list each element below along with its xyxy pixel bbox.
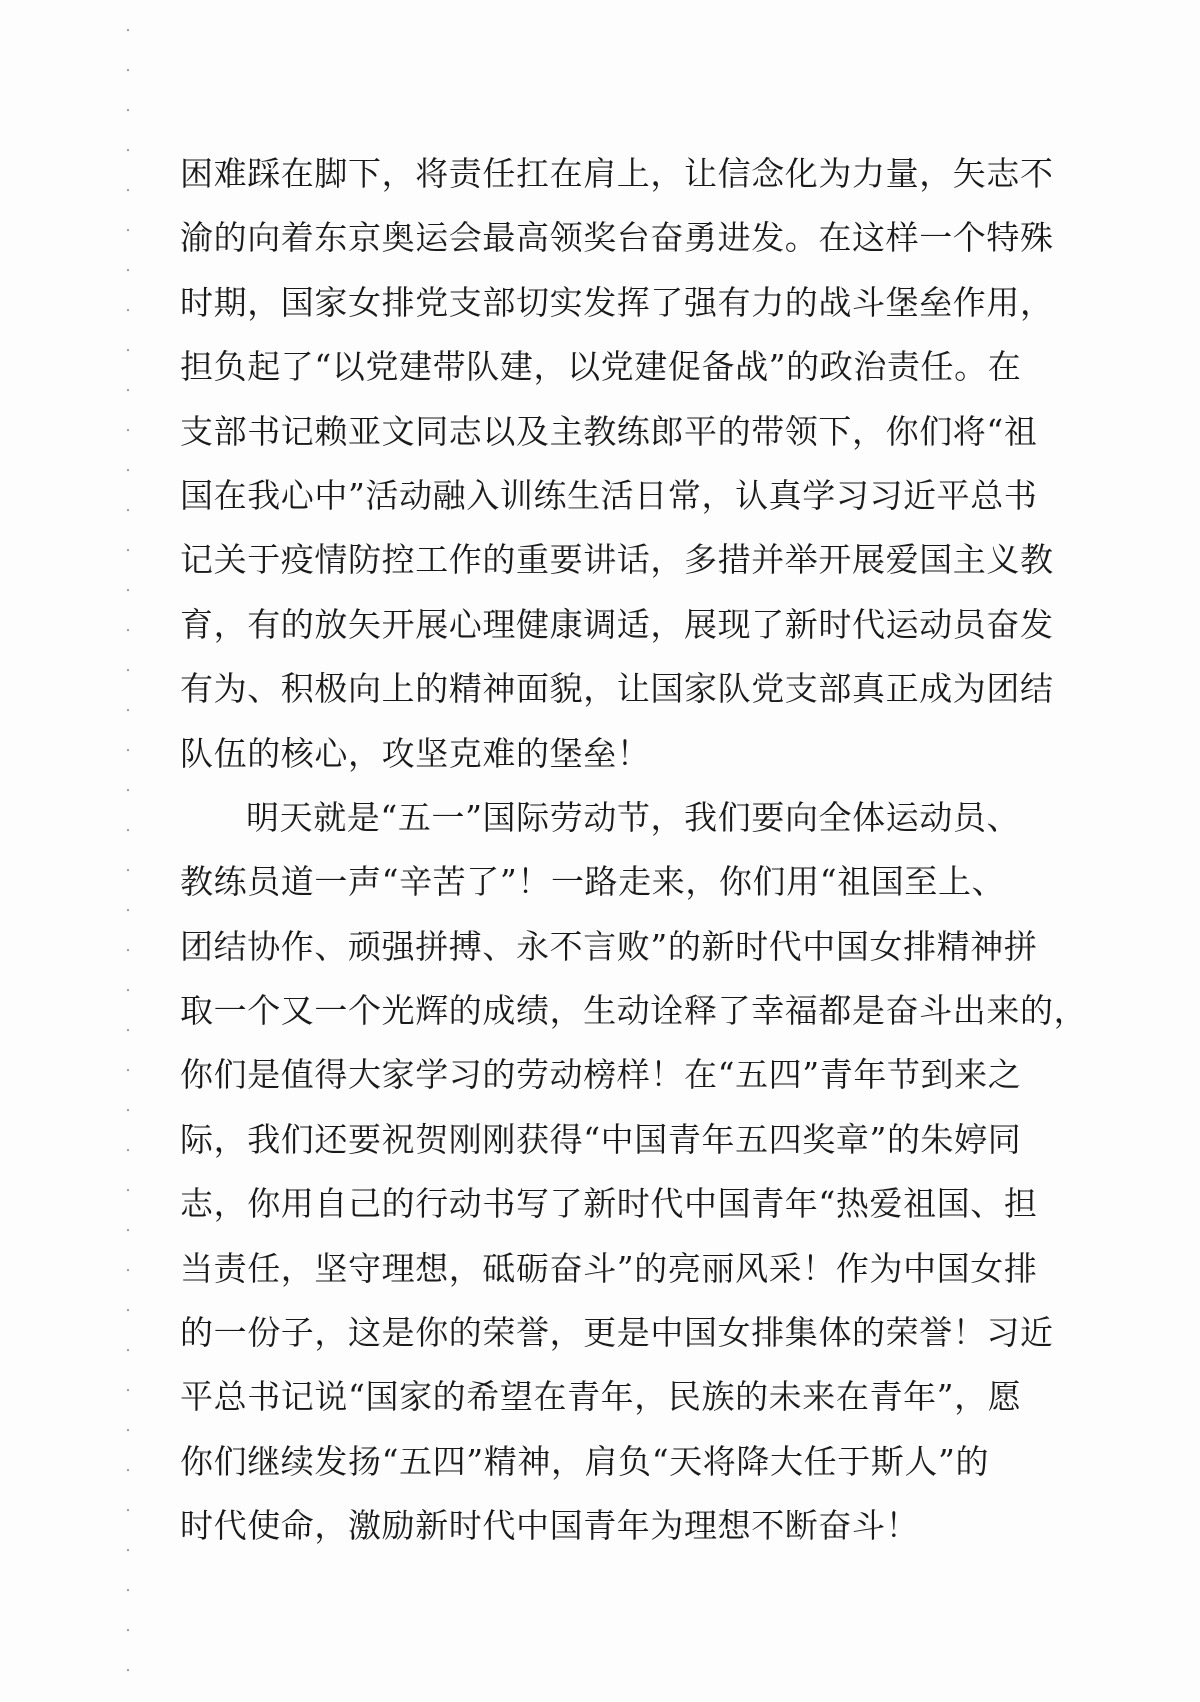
text-line: 取一个又一个光辉的成绩，生动诠释了幸福都是奋斗出来的， bbox=[180, 991, 1088, 1031]
text-line: 困难踩在脚下，将责任扛在肩上，让信念化为力量，矢志不 bbox=[180, 154, 1054, 193]
text-line: 记关于疫情防控工作的重要讲话，多措并举开展爱国主义教 bbox=[180, 540, 1054, 580]
text-line: 担负起了“以党建带队建，以党建促备战”的政治责任。在 bbox=[180, 347, 1022, 387]
paragraph-start-line: 明天就是“五一”国际劳动节，我们要向全体运动员、 bbox=[246, 797, 1021, 837]
text-line: 渝的向着东京奥运会最高领奖台奋勇进发。在这样一个特殊 bbox=[180, 218, 1054, 258]
text-line: 你们继续发扬“五四”精神，肩负“天将降大任于斯人”的 bbox=[180, 1441, 990, 1481]
text-line: 国在我心中”活动融入训练生活日常，认真学习习近平总书 bbox=[180, 475, 1038, 515]
text-line: 时期，国家女排党支部切实发挥了强有力的战斗堡垒作用， bbox=[180, 282, 1054, 322]
text-line: 际，我们还要祝贺刚刚获得“中国青年五四奖章”的朱婷同 bbox=[180, 1119, 1022, 1159]
text-line: 有为、积极向上的精神面貌，让国家队党支部真正成为团结 bbox=[180, 669, 1054, 709]
text-line: 时代使命，激励新时代中国青年为理想不断奋斗！ bbox=[180, 1506, 920, 1546]
body-text bbox=[180, 142, 1088, 1559]
text-line: 教练员道一声“辛苦了”！一路走来，你们用“祖国至上、 bbox=[180, 862, 1006, 902]
text-line: 平总书记说“国家的希望在青年，民族的未来在青年”，愿 bbox=[180, 1377, 1022, 1417]
text-line: 志，你用自己的行动书写了新时代中国青年“热爱祖国、担 bbox=[180, 1184, 1038, 1224]
text-line: 你们是值得大家学习的劳动榜样！在“五四”青年节到来之 bbox=[180, 1055, 1022, 1095]
text-line: 团结协作、顽强拼搏、永不言败”的新时代中国女排精神拼 bbox=[180, 926, 1038, 966]
text-line: 队伍的核心，攻坚克难的堡垒！ bbox=[180, 733, 651, 773]
text-line: 的一份子，这是你的荣誉，更是中国女排集体的荣誉！习近 bbox=[180, 1313, 1054, 1353]
text-line: 支部书记赖亚文同志以及主教练郎平的带领下，你们将“祖 bbox=[180, 411, 1038, 451]
binding-margin-dots bbox=[127, 10, 129, 1690]
text-line: 育，有的放矢开展心理健康调适，展现了新时代运动员奋发 bbox=[180, 604, 1054, 644]
text-line: 当责任，坚守理想，砥砺奋斗”的亮丽风采！作为中国女排 bbox=[180, 1248, 1038, 1288]
